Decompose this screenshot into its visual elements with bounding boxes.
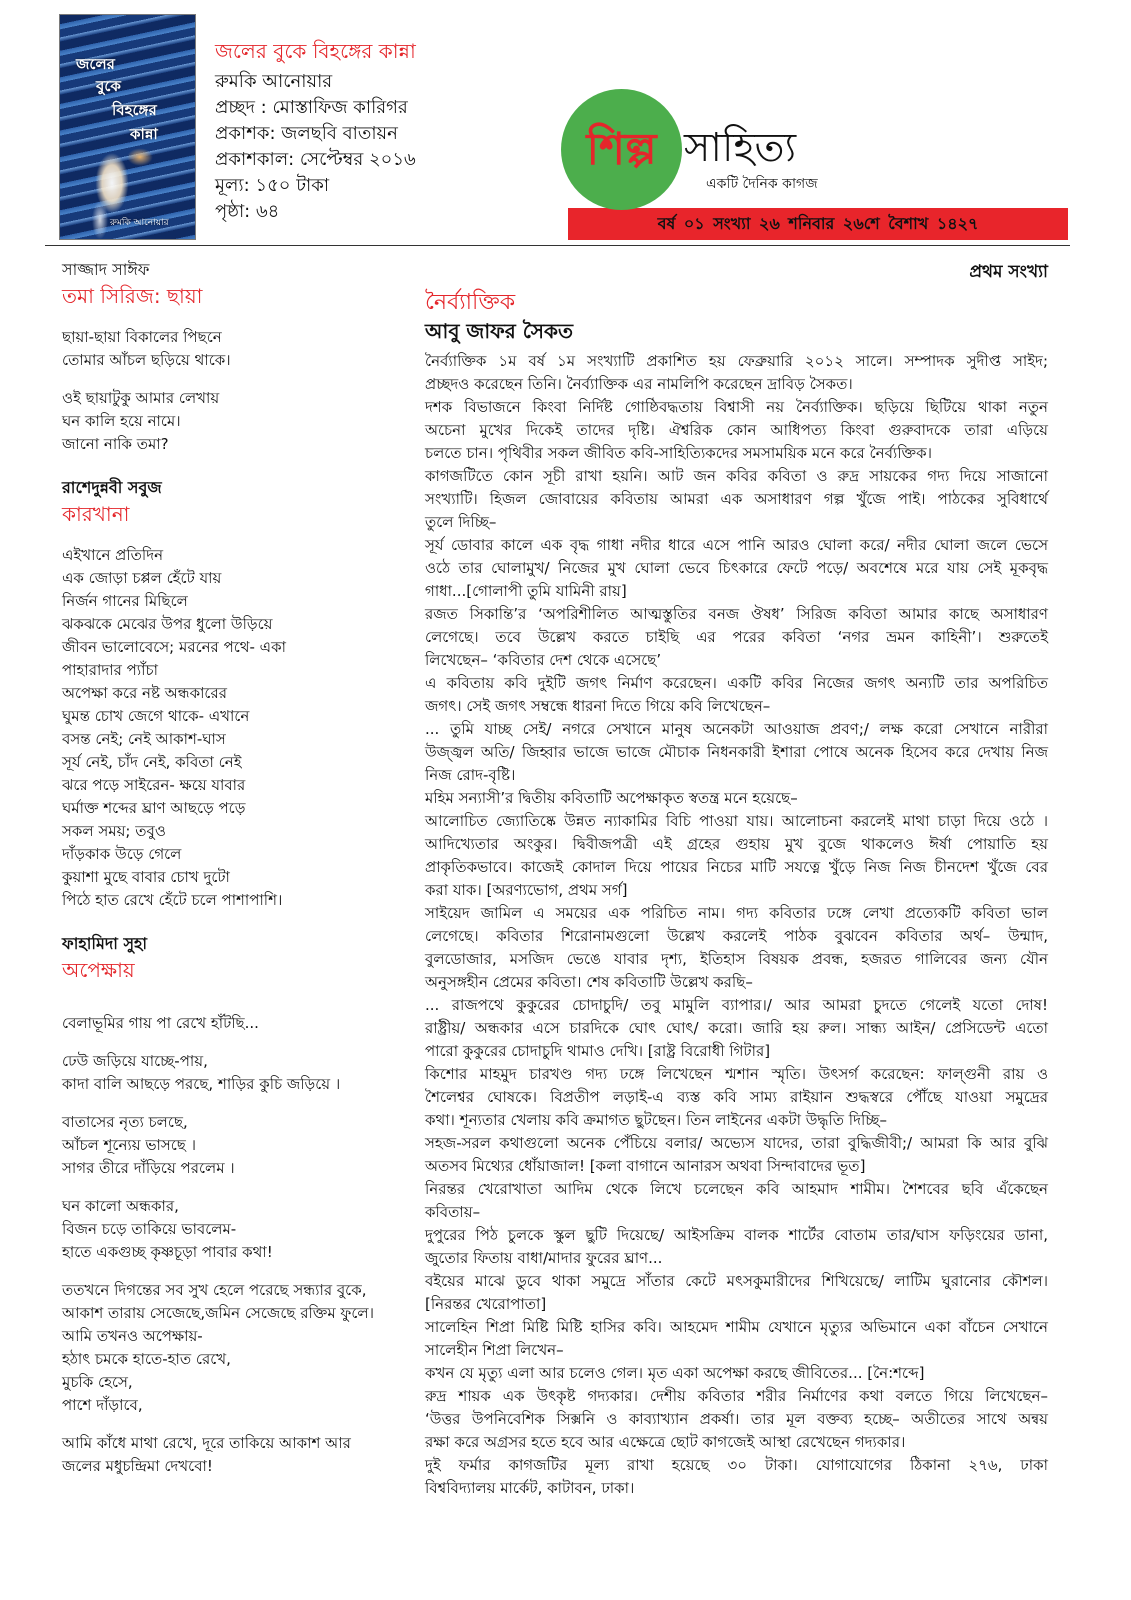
poem-line: কাদা বালি আছড়ে পরছে, শাড়ির কুচি জড়িয়ে । bbox=[62, 1075, 341, 1093]
article-paragraph bbox=[425, 534, 1048, 603]
article-line: গাধা...[গোলাপী তুমি যামিনী রায়] bbox=[425, 582, 627, 600]
poem-line: ঘুমন্ত চোখ জেগে থাকে- এখানে bbox=[62, 707, 250, 725]
poem-line: এক জোড়া চপ্পল হেঁটে যায় bbox=[62, 569, 222, 587]
article-paragraph bbox=[425, 1132, 1048, 1178]
poem-line: ঝকঝকে মেঝের উপর ধুলো উড়িয়ে bbox=[62, 615, 273, 633]
poem-line: আঁচল শূন্যেয় ভাসছে । bbox=[62, 1136, 197, 1154]
article-line: চলতে চান। পৃথিবীর সকল জীবিত কবি-সাহিত্যিকদের সমসাময়িক মনে করে নৈর্ব্যক্তিক। bbox=[425, 444, 932, 462]
poem-line: ওই ছায়াটুকু আমার লেখায় bbox=[62, 389, 220, 407]
poem-line: ছায়া-ছায়া বিকালের পিছনে bbox=[62, 328, 222, 346]
poem-stanza bbox=[62, 1432, 407, 1478]
article-paragraph bbox=[425, 1316, 1048, 1362]
poem-stanza bbox=[62, 1111, 407, 1180]
article-line: লেগেছে। তবে উল্লেখ করতে চাইছি এর পরের কবিতা ‘নগর ভ্রমন কাহিনী’। শুরুতেই bbox=[425, 628, 1048, 646]
poem-line: সূর্য নেই, চাঁদ নেই, কবিতা নেই bbox=[62, 753, 242, 771]
poem-block bbox=[62, 932, 407, 1478]
article-line: এ কবিতায় কবি দুইটি জগৎ নির্মাণ করেছেন। একটি কবির নিজের জগৎ অন্যটি তার অপরিচিত bbox=[425, 674, 1048, 692]
poem-line: মুচকি হেসে, bbox=[62, 1373, 133, 1391]
article-paragraph bbox=[425, 396, 1048, 465]
article-line: নৈর্ব্যাক্তিক ১ম বর্ষ ১ম সংখ্যাটি প্রকাশিত হয় ফেব্রুয়ারি ২০১২ সালে। সম্পাদক সুদীপ্ত সাইদ; bbox=[425, 352, 1048, 370]
article-line: দশক বিভাজনে কিংবা নির্দিষ্ট গোষ্ঠিবদ্ধতায় বিশ্বাসী নয় নৈর্ব্যাক্তিক। ছড়িয়ে ছিটিয়ে থাকা নতুন bbox=[425, 398, 1048, 416]
article-line: ওঠে তার ঘোলামুখ/ নিজের মুখ ঘোলা ভেবে চিৎকারে ফেটে পড়ে/ অবশেষে মরে যায় সেই মূকবৃদ্ধ bbox=[425, 559, 1048, 577]
poem-line: জলের মধুচন্দ্রিমা দেখবো! bbox=[62, 1457, 213, 1475]
article-line: ‘উত্তর উপনিবেশিক সিক্সনি ও কাব্যাখ্যান প্রকর্ষা। তার মূল বক্তব্য হচ্ছে– অতীতের সাথে অন্বয় bbox=[425, 1410, 1048, 1428]
poem-line: পিঠে হাত রেখে হেঁটে চলে পাশাপাশি। bbox=[62, 891, 283, 909]
article-line: জগৎ। সেই জগৎ সম্বন্ধে ধারনা দিতে গিয়ে কবি লিখেছেন– bbox=[425, 697, 771, 715]
article-paragraph bbox=[425, 1454, 1048, 1500]
poem-author: সাজ্জাদ সাঈফ bbox=[62, 260, 150, 279]
poem-stanza bbox=[62, 1012, 407, 1035]
logo-circle bbox=[561, 89, 682, 210]
issue-info-bar bbox=[568, 208, 1068, 240]
article-paragraph bbox=[425, 994, 1048, 1063]
article-line: অনুসঙ্গহীন প্রেমের কবিতা। শেষ কবিতাটি উল্লেখ করছি– bbox=[425, 973, 753, 991]
masthead-tagline: একটি দৈনিক কাগজ bbox=[706, 176, 818, 192]
poems-column bbox=[62, 258, 407, 1478]
book-info bbox=[215, 36, 545, 225]
book-author: রুমকি আনোয়ার bbox=[215, 71, 333, 92]
article-line: সূর্য ডোবার কালে এক বৃদ্ধ গাধা নদীর ধারে এসে পানি আরও ঘোলা করে/ নদীর ঘোলা জলে ভেসে bbox=[425, 536, 1048, 554]
article-paragraph bbox=[425, 718, 1048, 787]
cover-title-line: কান্না bbox=[130, 125, 158, 143]
issue-label: প্রথম সংখ্যা bbox=[969, 262, 1048, 282]
book-title: জলের বুকে বিহঙ্গের কান্না bbox=[215, 39, 416, 63]
book-price: মূল্য: ১৫০ টাকা bbox=[215, 175, 330, 196]
article-line: প্রাকৃতিকভাবে। কাজেই কোদাল দিয়ে পায়ের নিচের মাটি সযত্নে খুঁড়ে নিজ নিজ চীনদেশ খুঁজে বের bbox=[425, 858, 1048, 876]
logo-text-shilpo: শিল্প bbox=[586, 124, 657, 175]
poem-line: বাতাসের নৃত্য চলছে, bbox=[62, 1113, 188, 1131]
article-line: সংখ্যাটি। হিজল জোবায়ের কবিতায় আমরা এক অসাধারণ গল্প খুঁজে পাই। পাঠকের সুবিধার্থে bbox=[425, 490, 1048, 508]
article-paragraph bbox=[425, 1270, 1048, 1316]
poem-line: আমি কাঁধে মাথা রেখে, দূরে তাকিয়ে আকাশ আর bbox=[62, 1434, 351, 1452]
poem-line: আমি তখনও অপেক্ষায়- bbox=[62, 1327, 203, 1345]
issue-info-text: বর্ষ ০১ সংখ্যা ২৬ শনিবার ২৬শে বৈশাখ ১৪২৭ bbox=[657, 214, 979, 233]
article-paragraph bbox=[425, 787, 1048, 810]
article-line: দুই ফর্মার কাগজটির মূল্য রাখা হয়েছে ৩০ টাকা। যোগাযোগের ঠিকানা ২৭৬, ঢাকা bbox=[425, 1456, 1048, 1474]
article-paragraph bbox=[425, 465, 1048, 534]
article-line: কিশোর মাহমুদ চারখণ্ড গদ্য ঢঙ্গে লিখেছেন শ্মশান স্মৃতি। উৎসর্গ করেছেন: ফাল্গুনী রায় ও bbox=[425, 1065, 1048, 1083]
article-line: কাগজটিতে কোন সূচী রাখা হয়নি। আট জন কবির কবিতা ও রুদ্র সায়কের গদ্য দিয়ে সাজানো bbox=[425, 467, 1048, 485]
book-cover-image bbox=[60, 15, 195, 239]
article-line: আদিখ্যেতার অংকুর। দ্বিবীজপত্রী এই গ্রহের গুহায় মুখ বুজে থাকলেও ঈর্ষা পোয়াতি হয় bbox=[425, 835, 1048, 853]
poem-body bbox=[62, 1012, 407, 1478]
article-line: করা যাক। [অরণ্যভোগ, প্রথম সর্গ] bbox=[425, 881, 628, 899]
poem-body bbox=[62, 544, 407, 912]
article-line: রজত সিকান্তি’র ‘অপরিশীলিত আত্মস্তুতির বনজ ঔষধ’ সিরিজ কবিতা আমার কাছে অসাধারণ bbox=[425, 605, 1048, 623]
header-divider bbox=[45, 245, 1070, 246]
article-line: সাইয়েদ জামিল এ সময়ের এক পরিচিত নাম। গদ্য কবিতার ঢঙ্গে লেখা প্রত্যেকটি কবিতা ভাল bbox=[425, 904, 1048, 922]
article-line: সহজ-সরল কথাগুলো অনেক পেঁচিয়ে বলার/ অভ্যেস যাদের, তারা বুদ্ধিজীবী;/ আমরা কি আর বুঝি bbox=[425, 1134, 1048, 1152]
book-cover-artist: প্রচ্ছদ : মোস্তাফিজ কারিগর bbox=[215, 97, 408, 118]
poem-stanza bbox=[62, 1050, 407, 1096]
poem-line: ততখনে দিগন্তের সব সুখ হেলে পরেছে সন্ধ্যার বুকে, bbox=[62, 1281, 367, 1299]
article-line: পারো কুকুরের চোদাচুদি থামাও দেখি। [রাষ্ট্র বিরোধী গিটার] bbox=[425, 1042, 771, 1060]
article-author: আবু জাফর সৈকত bbox=[425, 319, 573, 343]
article-line: বিশ্ববিদ্যালয় মার্কেট, কাটাবন, ঢাকা। bbox=[425, 1479, 635, 1497]
article-line: প্রচ্ছদও করেছেন তিনি। নৈর্ব্যাক্তিক এর নামলিপি করেছেন দ্রাবিড় সৈকত। bbox=[425, 375, 853, 393]
poem-line: আকাশ তারায় সেজেছে,জমিন সেজেছে রক্তিম ফুলে। bbox=[62, 1304, 374, 1322]
poem-block bbox=[62, 476, 407, 912]
poem-line: তোমার আঁচল ছড়িয়ে থাকে। bbox=[62, 351, 231, 369]
article-line: জুতোর ফিতায় বাধা/মাদার ফুরের ঘ্রাণ... bbox=[425, 1249, 663, 1267]
article-title: নৈর্ব্যাক্তিক bbox=[425, 290, 516, 315]
poem-stanza bbox=[62, 326, 407, 372]
book-pages: পৃষ্ঠা: ৬৪ bbox=[215, 201, 280, 222]
poem-line: বসন্ত নেই; নেই আকাশ-ঘাস bbox=[62, 730, 226, 748]
article-line: তুলে দিচ্ছি– bbox=[425, 513, 497, 531]
book-publish-date: প্রকাশকাল: সেপ্টেম্বর ২০১৬ bbox=[215, 149, 416, 170]
article-line: কথা। শূন্যতার খেলায় কবি ক্রমাগত ছুটছেন। তিন লাইনের একটা উদ্ধৃতি দিচ্ছি– bbox=[425, 1111, 887, 1129]
poem-line: ঘর্মাক্ত শব্দের ঘ্রাণ আছড়ে পড়ে bbox=[62, 799, 246, 817]
poem-line: পাশে দাঁড়াবে, bbox=[62, 1396, 143, 1414]
poem-line: ঢেউ জড়িয়ে যাচ্ছে-পায়, bbox=[62, 1052, 208, 1070]
article-paragraph bbox=[425, 902, 1048, 994]
article-line: উজ্জ্বল অতি/ জিহ্বার ভাজে ভাজে মৌচাক নিধনকারী ইশারা পোষে অনেক হিসেব করে দেখায় নিজ bbox=[425, 743, 1048, 761]
logo-text-sahitya: সাহিত্য bbox=[684, 125, 797, 171]
book-publisher: প্রকাশক: জলছবি বাতায়ন bbox=[215, 123, 398, 144]
poem-line: সাগর তীরে দাঁড়িয়ে পরলেম । bbox=[62, 1159, 235, 1177]
article-paragraph bbox=[425, 1178, 1048, 1224]
article-body bbox=[425, 350, 1048, 1500]
article-line: ... তুমি যাচ্ছ সেই/ নগরে সেখানে মানুষ অনেকটা আওয়াজ প্রবণ;/ লক্ষ করো সেখানে নারীরা bbox=[425, 720, 1048, 738]
poem-line: বিজন চড়ে তাকিয়ে ভাবলেম- bbox=[62, 1220, 237, 1238]
article-paragraph bbox=[425, 1385, 1048, 1454]
poem-stanza bbox=[62, 387, 407, 456]
article-line: নিজ রোদ-বৃষ্টি। bbox=[425, 766, 516, 784]
poem-stanza bbox=[62, 1195, 407, 1264]
article-line: রাষ্ট্রীয়/ অন্ধকার এসে চারদিকে ঘোৎ ঘোৎ/ করো। জারি হয় রুল। সান্ধ্য আইন/ প্রেসিডেন্ট এতো bbox=[425, 1019, 1048, 1037]
article-line: আলোচিত জ্যোতিষ্কে উন্নত ন্যাকামির বিচি পাওয়া যায়। আলোচনা করলেই মাথা চাড়া দিয়ে ওঠে । bbox=[425, 812, 1048, 830]
article-paragraph bbox=[425, 1362, 1048, 1385]
poem-line: পাহারাদার প্যাঁচা bbox=[62, 661, 158, 679]
article-line: নিরন্তর খেরোখাতা আদিম থেকে লিখে চলেছেন কবি আহমাদ শামীম। শৈশবের ছবি এঁকেছেন bbox=[425, 1180, 1048, 1198]
article-line: শৈলেশ্বর ঘোষকে। বিপ্রতীপ লড়াই-এ ব্যস্ত কবি সাম্য রাইয়ান শুদ্ধস্বরে পৌঁছে যাওয়া সমুদ্রের bbox=[425, 1088, 1048, 1106]
article-line: ... রাজপথে কুকুরের চোদাচুদি/ তবু মামুলি ব্যাপার।/ আর আমরা চুদতে গেলেই যতো দোষ! bbox=[425, 996, 1048, 1014]
article-paragraph bbox=[425, 672, 1048, 718]
poem-author: ফাহামিদা সুহা bbox=[62, 934, 148, 953]
article-paragraph bbox=[425, 1063, 1048, 1132]
poem-line: ঝরে পড়ে সাইরেন- ক্ষয়ে যাবার bbox=[62, 776, 246, 794]
poem-block bbox=[62, 258, 407, 456]
article-line: অতসব মিথ্যের ধোঁয়াজাল! [কলা বাগানে আনারস অথবা সিন্দাবাদের ভূত] bbox=[425, 1157, 866, 1175]
poem-line: বেলাভূমির গায় পা রেখে হাঁটছি... bbox=[62, 1014, 259, 1032]
cover-author: রুমকি আনোয়ার bbox=[110, 218, 169, 228]
poem-line: জানো নাকি তমা? bbox=[62, 435, 169, 453]
cover-title-line: জলের bbox=[76, 55, 115, 73]
cover-title-line: বুকে bbox=[96, 77, 121, 95]
poem-title: তমা সিরিজ: ছায়া bbox=[62, 284, 203, 308]
poem-line: ঘন কালি হয়ে নামে। bbox=[62, 412, 181, 430]
article-line: রক্ষা করে অগ্রসর হতে হবে আর এক্ষেত্রে ছোট কাগজেই আস্থা রেখেছেন গদ্যকার। bbox=[425, 1433, 906, 1451]
article-line: কবিতায়– bbox=[425, 1203, 481, 1221]
poem-line: সকল সময়; তবুও bbox=[62, 822, 166, 840]
poem-stanza bbox=[62, 544, 407, 912]
poem-line: দাঁড়কাক উড়ে গেলে bbox=[62, 845, 182, 863]
poem-line: হঠাৎ চমকে হাতে-হাত রেখে, bbox=[62, 1350, 231, 1368]
article-line: লেগেছে। কবিতার শিরোনামগুলো উল্লেখ করলেই পাঠক বুঝবেন কবিতার অর্থ– উন্মাদ, bbox=[425, 927, 1048, 945]
poem-title: কারখানা bbox=[62, 502, 130, 526]
article-line: লিখেছেন– ‘কবিতার দেশ থেকে এসেছে’ bbox=[425, 651, 662, 669]
article-line: মহিম সন্যাসী’র দ্বিতীয় কবিতাটি অপেক্ষাকৃত স্বতন্ত্র মনে হয়েছে– bbox=[425, 789, 798, 807]
article-line: কখন যে মৃত্যু এলা আর চলেও গেল। মৃত একা অপেক্ষা করছে জীবিতের... [নৈ:শব্দে] bbox=[425, 1364, 925, 1382]
poem-author: রাশেদুন্নবী সবুজ bbox=[62, 478, 162, 497]
article-line: রুদ্র শায়ক এক উৎকৃষ্ট গদ্যকার। দেশীয় কবিতার শরীর নির্মাণের কথা বলতে গিয়ে লিখেছেন– bbox=[425, 1387, 1048, 1405]
poem-line: নির্জন গানের মিছিলে bbox=[62, 592, 188, 610]
poem-stanza bbox=[62, 1279, 407, 1417]
article-line: [নিরন্তর খেরোপাতা] bbox=[425, 1295, 547, 1313]
article-line: অচেনা মুখের দিকেই তাদের দৃষ্টি। ঐশ্বরিক কোন আধিপত্য কিংবা গুরুবাদকে তারা এড়িয়ে bbox=[425, 421, 1048, 439]
article-line: সালেহিন শিপ্রা মিষ্টি মিষ্টি হাসির কবি। আহমেদ শামীম যেখানে মৃত্যুর অভিমানে একা বাঁচেন সেখানে bbox=[425, 1318, 1048, 1336]
poem-line: জীবন ভালোবেসে; মরনের পথে- একা bbox=[62, 638, 286, 656]
article-line: সালেহীন শিপ্রা লিখেন– bbox=[425, 1341, 564, 1359]
article-paragraph bbox=[425, 810, 1048, 902]
poem-title: অপেক্ষায় bbox=[62, 958, 135, 982]
article-line: বইয়ের মাঝে ডুবে থাকা সমুদ্রে সাঁতার কেটে মৎসকুমারীদের শিখিয়েছে/ লাটিম ঘুরানোর কৌশল। bbox=[425, 1272, 1048, 1290]
poem-line: এইখানে প্রতিদিন bbox=[62, 546, 164, 564]
article-line: বুলডোজার, মসজিদ ভেঙে যাবার দৃশ্য, ইতিহাস বিষয়ক প্রবন্ধ, হজরত গালিবের জন্য যৌন bbox=[425, 950, 1048, 968]
poem-line: অপেক্ষা করে নষ্ট অন্ধকারের bbox=[62, 684, 227, 702]
poem-line: কুয়াশা মুছে বাবার চোখ দুটো bbox=[62, 868, 230, 886]
article-paragraph bbox=[425, 1224, 1048, 1270]
article-paragraph bbox=[425, 603, 1048, 672]
poem-body bbox=[62, 326, 407, 456]
book-details bbox=[215, 69, 545, 225]
article-paragraph bbox=[425, 350, 1048, 396]
poem-line: ঘন কালো অন্ধকার, bbox=[62, 1197, 179, 1215]
article-line: দুপুরের পিঠ চুলকে স্কুল ছুটি দিয়েছে/ আইসক্রিম বালক শার্টের বোতাম তার/ঘাস ফড়িংয়ের ডানা, bbox=[425, 1226, 1048, 1244]
cover-title-line: বিহঙ্গের bbox=[112, 101, 157, 119]
poem-line: হাতে একগুচ্ছ কৃষ্ণচূড়া পাবার কথা! bbox=[62, 1243, 273, 1261]
